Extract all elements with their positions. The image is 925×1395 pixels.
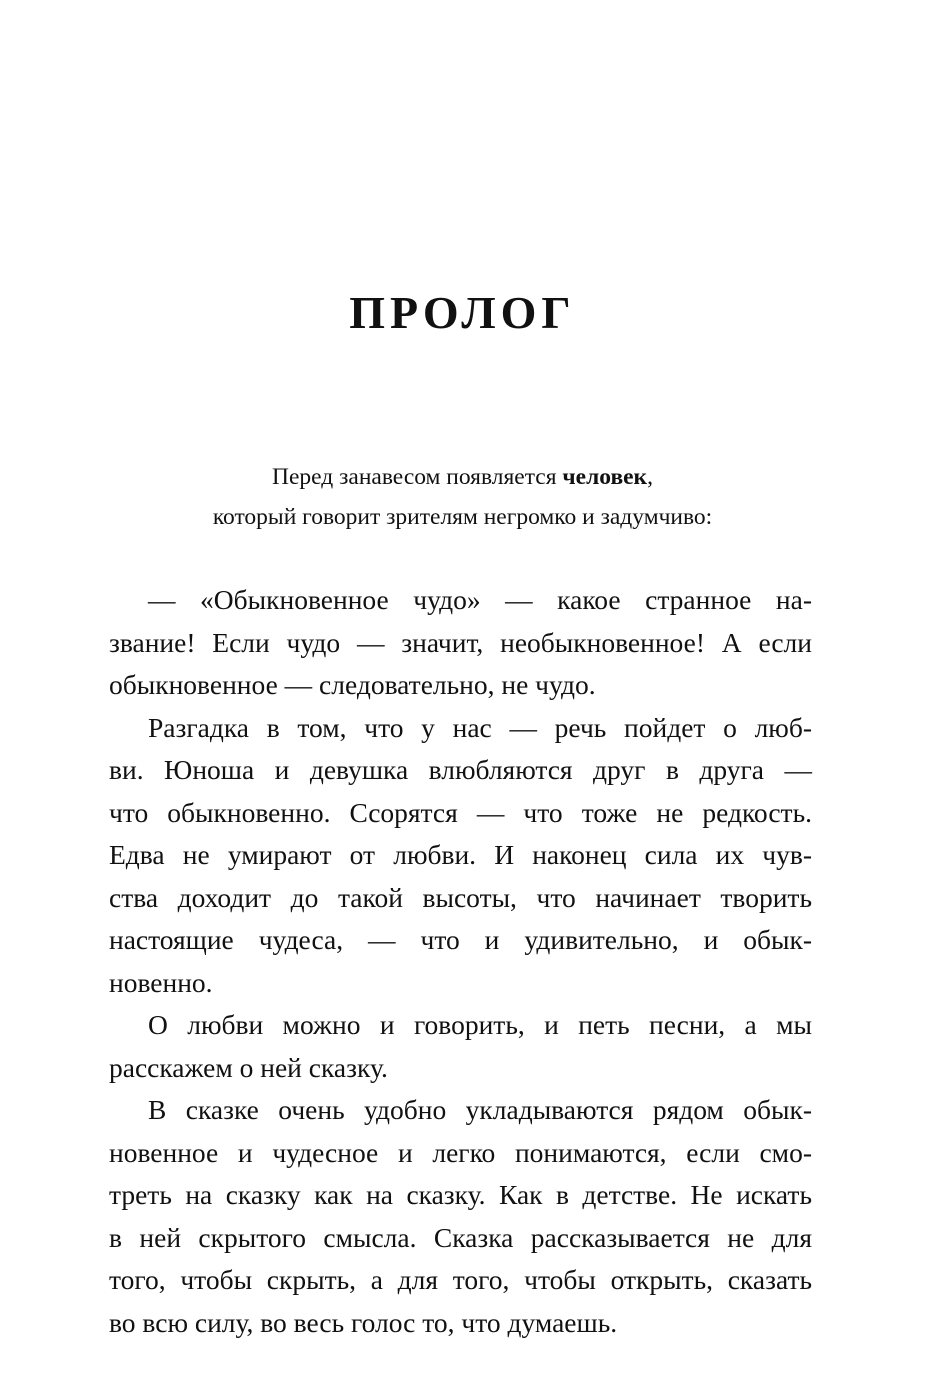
text-line: обыкновенное — следовательно, не чудо. (109, 669, 596, 700)
text-line: во всю силу, во весь голос то, что думаешь. (109, 1306, 618, 1338)
character-name: человек (562, 464, 648, 490)
text-line: — «Обыкновенное чудо» — какое странное на- (148, 584, 812, 615)
text-line: Едва не умирают от любви. И наконец сила их чув- (109, 839, 812, 870)
text-line: звание! Если чудо — значит, необыкновенное! А если (109, 626, 812, 658)
text-line: новенно. (109, 966, 213, 998)
stage-direction-suffix: , (647, 464, 653, 490)
text-line: что обыкновенно. Ссорятся — что тоже не редкость. (109, 796, 812, 828)
monologue-text (109, 579, 812, 1344)
stage-direction-prefix: Перед занавесом появляется (272, 464, 563, 490)
text-line: ви. Юноша и девушка влюбляются друг в друга — (109, 754, 812, 785)
text-line: новенное и чудесное и легко понимаются, если смо- (109, 1136, 812, 1168)
chapter-title: ПРОЛОГ (349, 287, 576, 338)
text-line: того, чтобы скрыть, а для того, чтобы открыть, сказать (109, 1264, 812, 1295)
stage-direction (0, 457, 925, 537)
paragraph (109, 579, 812, 707)
paragraph (109, 1004, 812, 1089)
text-line: ства доходит до такой высоты, что начинает творить (109, 881, 812, 913)
paragraph (109, 707, 812, 1005)
stage-direction-line-1 (0, 457, 925, 497)
stage-direction-line-2: который говорит зрителям негромко и задумчиво: (212, 504, 713, 530)
text-line: Разгадка в том, что у нас — речь пойдет о люб- (148, 711, 812, 743)
text-line: О любви можно и говорить, и петь песни, а мы (148, 1009, 812, 1040)
text-line: В сказке очень удобно укладываются рядом обык- (148, 1094, 812, 1125)
text-line: треть на сказку как на сказку. Как в детстве. Не искать (109, 1179, 812, 1210)
paragraph (109, 1089, 812, 1344)
text-line: расскажем о ней сказку. (109, 1051, 388, 1083)
text-line: настоящие чудеса, — что и удивительно, и обык- (109, 924, 812, 955)
text-line: в ней скрытого смысла. Сказка рассказывается не для (109, 1221, 812, 1253)
